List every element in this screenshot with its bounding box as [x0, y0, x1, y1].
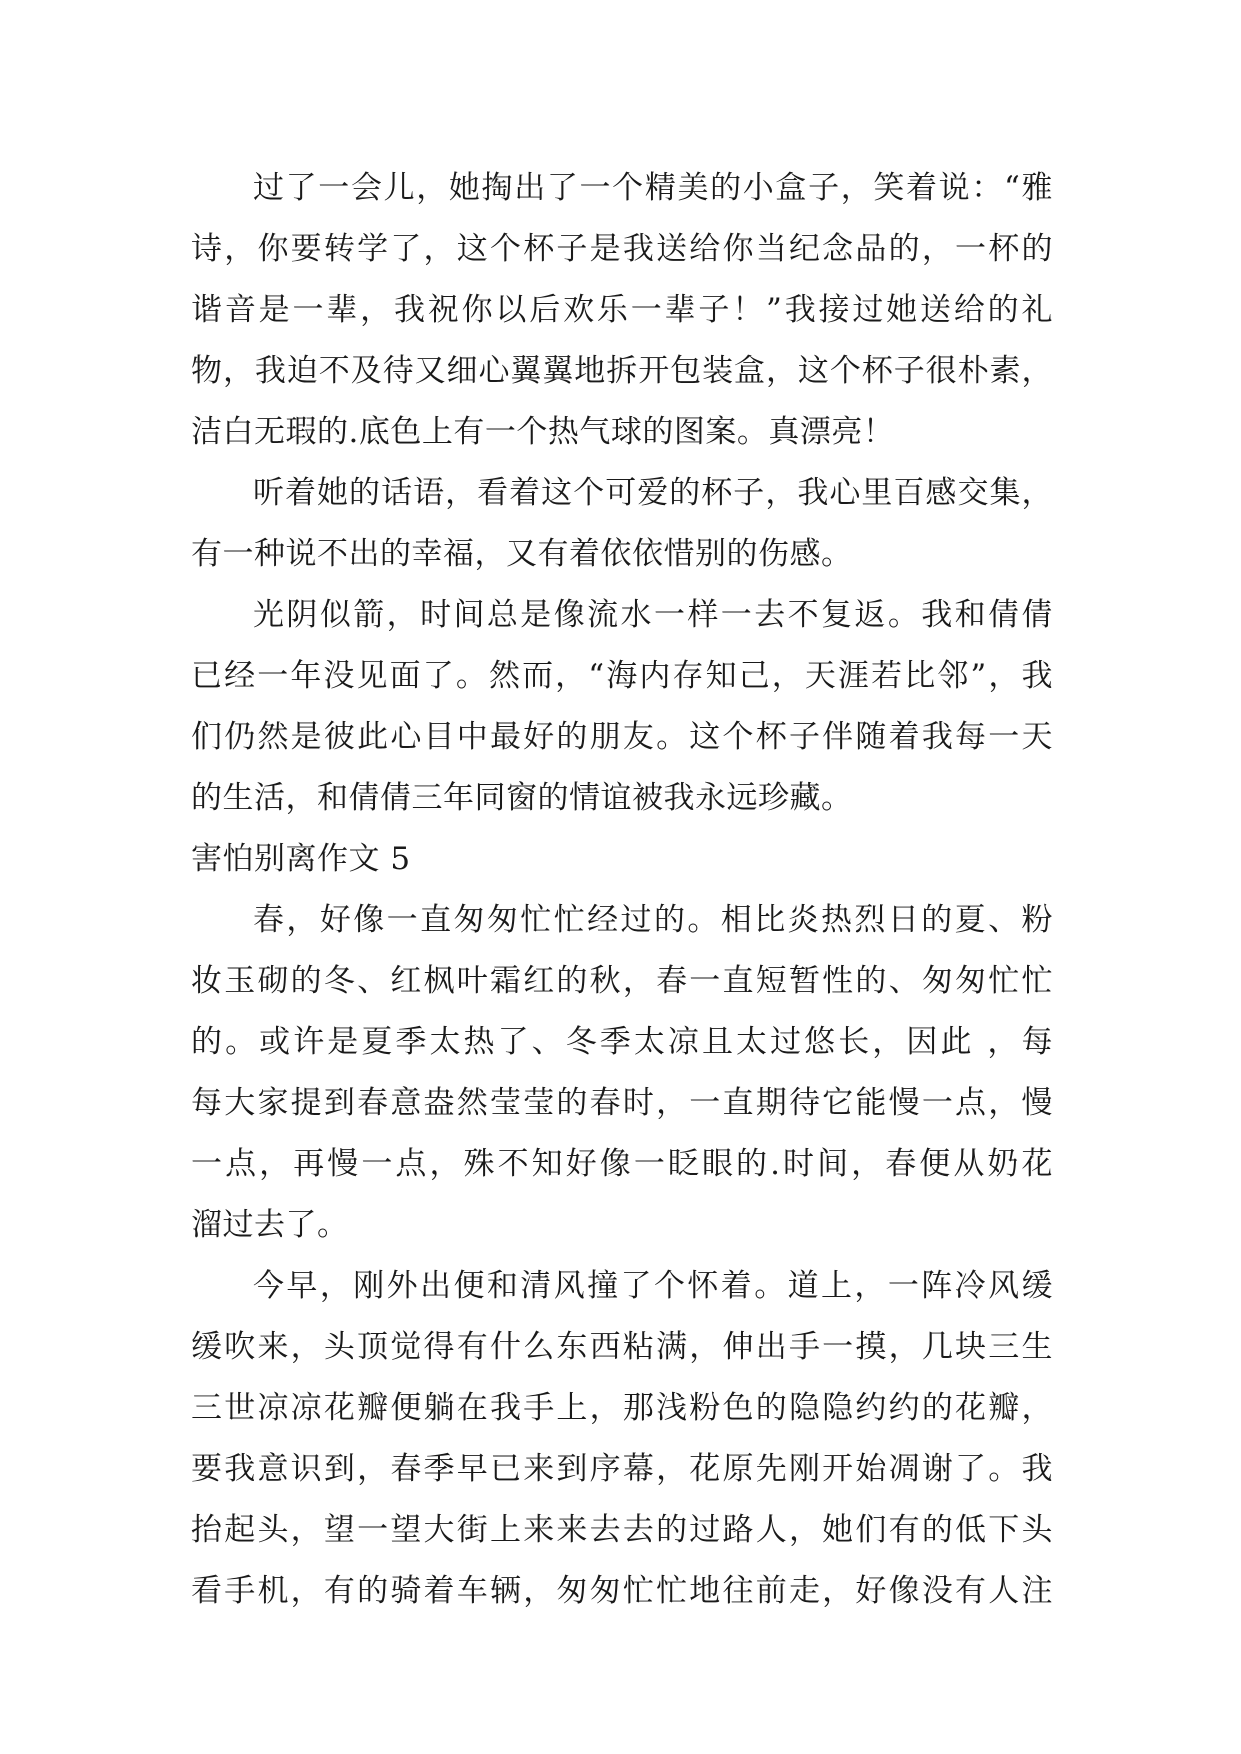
text-line: 已经一年没见面了。然而，“海内存知己，天涯若比邻”，我	[191, 658, 1053, 694]
paragraph	[191, 585, 1053, 829]
text-line: 听着她的话语，看着这个可爱的杯子，我心里百感交集，	[253, 475, 1053, 511]
text-line: 今早，刚外出便和清风撞了个怀着。道上，一阵冷风缓	[253, 1268, 1053, 1304]
text-line: 的。或许是夏季太热了、冬季太凉且太过悠长，因此 ，每	[191, 1024, 1053, 1060]
text-line: 春，好像一直匆匆忙忙经过的。相比炎热烈日的夏、粉	[253, 902, 1053, 938]
text-line: 溜过去了。	[191, 1207, 349, 1243]
text-line: 光阴似箭，时间总是像流水一样一去不复返。我和倩倩	[253, 597, 1053, 633]
text-line: 三世凉凉花瓣便躺在我手上，那浅粉色的隐隐约约的花瓣，	[191, 1390, 1053, 1426]
text-line: 谐音是一辈，我祝你以后欢乐一辈子！”我接过她送给的礼	[191, 292, 1053, 328]
text-line: 有一种说不出的幸福，又有着依依惜别的伤感。	[191, 536, 853, 572]
text-line: 们仍然是彼此心目中最好的朋友。这个杯子伴随着我每一天	[191, 719, 1053, 755]
document-body	[191, 158, 1053, 1622]
text-line: 看手机，有的骑着车辆，匆匆忙忙地往前走，好像没有人注	[191, 1573, 1053, 1609]
text-line: 要我意识到，春季早已来到序幕，花原先刚开始凋谢了。我	[191, 1451, 1053, 1487]
paragraph	[191, 158, 1053, 463]
text-line: 诗，你要转学了，这个杯子是我送给你当纪念品的，一杯的	[191, 231, 1053, 267]
text-line: 缓吹来，头顶觉得有什么东西粘满，伸出手一摸，几块三生	[191, 1329, 1053, 1365]
text-line: 过了一会儿，她掏出了一个精美的小盒子，笑着说：“雅	[253, 170, 1053, 206]
paragraph	[191, 1256, 1053, 1622]
text-line: 每大家提到春意盎然莹莹的春时，一直期待它能慢一点，慢	[191, 1085, 1053, 1121]
text-line: 抬起头，望一望大街上来来去去的过路人，她们有的低下头	[191, 1512, 1053, 1548]
text-line: 妆玉砌的冬、红枫叶霜红的秋，春一直短暂性的、匆匆忙忙	[191, 963, 1053, 999]
text-line: 物，我迫不及待又细心翼翼地拆开包装盒，这个杯子很朴素，	[191, 353, 1053, 389]
paragraph	[191, 890, 1053, 1256]
text-line: 洁白无瑕的.底色上有一个热气球的图案。真漂亮！	[191, 414, 895, 450]
text-line: 一点，再慢一点，殊不知好像一眨眼的.时间，春便从奶花	[191, 1146, 1053, 1182]
section-heading: 害怕别离作文 5	[191, 841, 411, 877]
paragraph	[191, 463, 1053, 585]
text-line: 的生活，和倩倩三年同窗的情谊被我永远珍藏。	[191, 780, 853, 816]
